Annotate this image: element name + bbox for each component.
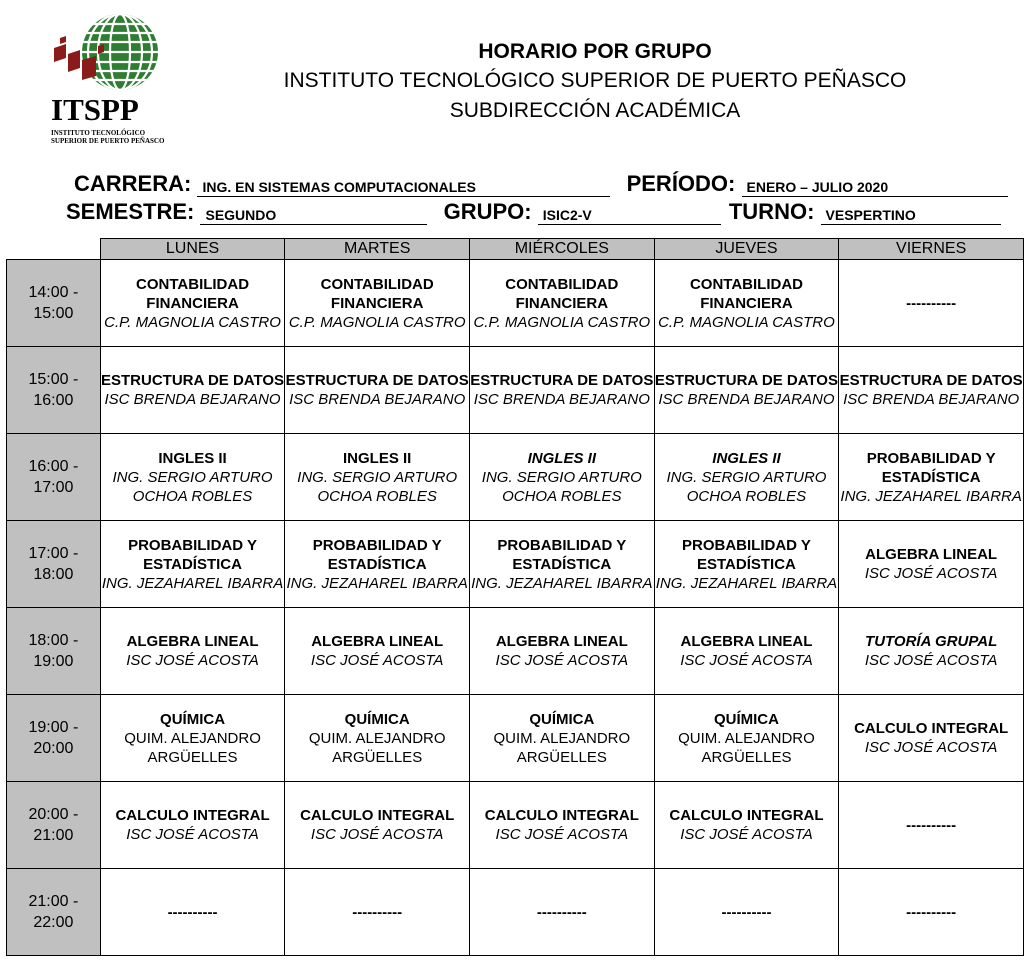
- teacher-name: ING. JEZAHAREL IBARRA: [840, 487, 1022, 505]
- teacher-name: QUIM. ALEJANDRO ARGÜELLES: [124, 729, 261, 766]
- class-cell: [839, 521, 1024, 608]
- day-header-3: JUEVES: [654, 239, 839, 260]
- class-cell: [839, 695, 1024, 782]
- class-cell: [100, 521, 285, 608]
- class-cell: [470, 260, 655, 347]
- subject-name: INGLES II: [527, 449, 596, 467]
- subject-name: ALGEBRA LINEAL: [680, 633, 813, 650]
- table-row: [7, 434, 1024, 521]
- teacher-name: ISC JOSÉ ACOSTA: [864, 739, 998, 756]
- subject-name: ALGEBRA LINEAL: [495, 633, 628, 650]
- teacher-name: ING. SERGIO ARTURO OCHOA ROBLES: [112, 468, 273, 505]
- time-end: 19:00: [33, 653, 74, 670]
- table-row: [7, 695, 1024, 782]
- time-start: 19:00 -: [28, 719, 79, 736]
- subject-name: PROBABILIDAD Y ESTADÍSTICA: [497, 536, 627, 573]
- turno-value: VESPERTINO: [821, 206, 1001, 225]
- subject-name: ALGEBRA LINEAL: [311, 633, 444, 650]
- subject-name: ESTRUCTURA DE DATOS: [470, 372, 654, 389]
- subject-name: ESTRUCTURA DE DATOS: [285, 372, 469, 389]
- class-cell: [839, 782, 1024, 869]
- empty-slot: ----------: [352, 903, 403, 921]
- subject-name: PROBABILIDAD Y ESTADÍSTICA: [128, 536, 257, 573]
- class-cell: [839, 260, 1024, 347]
- teacher-name: ISC JOSÉ ACOSTA: [310, 652, 444, 669]
- subject-name: CONTABILIDAD FINANCIERA: [320, 275, 434, 312]
- meta-row-2: [66, 199, 1001, 225]
- document-header: [180, 38, 1010, 126]
- semestre-value: SEGUNDO: [200, 206, 427, 225]
- time-slot: [7, 869, 101, 956]
- logo-acronym: ITSPP: [51, 92, 139, 127]
- class-cell: [470, 434, 655, 521]
- teacher-name: ISC JOSÉ ACOSTA: [864, 565, 998, 582]
- subject-name: CALCULO INTEGRAL: [115, 807, 270, 824]
- class-cell: [654, 434, 839, 521]
- teacher-name: ING. SERGIO ARTURO OCHOA ROBLES: [666, 468, 827, 505]
- day-header-2: MIÉRCOLES: [470, 239, 655, 260]
- carrera-value: ING. EN SISTEMAS COMPUTACIONALES: [197, 178, 610, 197]
- teacher-name: ISC JOSÉ ACOSTA: [680, 652, 813, 669]
- class-cell: [470, 695, 655, 782]
- time-slot: [7, 695, 101, 782]
- time-slot: [7, 260, 101, 347]
- class-cell: [285, 347, 470, 434]
- teacher-name: ISC JOSÉ ACOSTA: [495, 826, 629, 843]
- teacher-name: ISC BRENDA BEJARANO: [289, 391, 466, 408]
- subject-name: QUÍMICA: [160, 710, 226, 728]
- teacher-name: ING. JEZAHAREL IBARRA: [655, 574, 838, 592]
- time-start: 15:00 -: [28, 371, 79, 388]
- time-end: 17:00: [33, 479, 74, 496]
- teacher-name: ISC JOSÉ ACOSTA: [126, 826, 259, 843]
- department-name: SUBDIRECCIÓN ACADÉMICA: [449, 99, 741, 122]
- time-start: 18:00 -: [28, 632, 79, 649]
- time-slot: [7, 782, 101, 869]
- teacher-name: ISC BRENDA BEJARANO: [473, 391, 650, 408]
- class-cell: [100, 608, 285, 695]
- periodo-label: PERÍODO:: [626, 171, 736, 196]
- teacher-name: ISC JOSÉ ACOSTA: [680, 826, 813, 843]
- class-cell: [654, 869, 839, 956]
- empty-slot: ----------: [906, 816, 957, 834]
- class-cell: [470, 608, 655, 695]
- table-row: [7, 260, 1024, 347]
- time-end: 21:00: [33, 827, 74, 844]
- teacher-name: ISC JOSÉ ACOSTA: [126, 652, 259, 669]
- time-end: 16:00: [33, 392, 74, 409]
- class-cell: [100, 347, 285, 434]
- teacher-name: QUIM. ALEJANDRO ARGÜELLES: [308, 729, 446, 766]
- class-cell: [100, 434, 285, 521]
- subject-name: CONTABILIDAD FINANCIERA: [505, 275, 619, 312]
- time-slot: [7, 434, 101, 521]
- class-cell: [654, 521, 839, 608]
- time-start: 16:00 -: [28, 458, 79, 475]
- teacher-name: QUIM. ALEJANDRO ARGÜELLES: [493, 729, 631, 766]
- teacher-name: ISC BRENDA BEJARANO: [658, 391, 835, 408]
- semestre-label: SEMESTRE:: [66, 199, 195, 224]
- periodo-value: ENERO – JULIO 2020: [742, 178, 1008, 197]
- class-cell: [285, 869, 470, 956]
- teacher-name: ING. JEZAHAREL IBARRA: [286, 574, 468, 592]
- teacher-name: ISC JOSÉ ACOSTA: [495, 652, 629, 669]
- class-cell: [654, 782, 839, 869]
- time-slot: [7, 521, 101, 608]
- subject-name: PROBABILIDAD Y ESTADÍSTICA: [682, 536, 811, 573]
- time-slot: [7, 608, 101, 695]
- class-cell: [100, 869, 285, 956]
- class-cell: [839, 434, 1024, 521]
- teacher-name: ISC JOSÉ ACOSTA: [310, 826, 444, 843]
- carrera-label: CARRERA:: [74, 171, 192, 196]
- time-end: 18:00: [33, 566, 74, 583]
- grupo-value: ISIC2-V: [538, 206, 721, 225]
- class-cell: [285, 434, 470, 521]
- subject-name: PROBABILIDAD Y ESTADÍSTICA: [312, 536, 442, 573]
- class-cell: [839, 869, 1024, 956]
- time-end: 22:00: [33, 914, 74, 931]
- subject-name: QUÍMICA: [344, 710, 410, 728]
- subject-name: CALCULO INTEGRAL: [484, 807, 639, 824]
- class-cell: [285, 521, 470, 608]
- page-title: HORARIO POR GRUPO: [478, 40, 712, 63]
- subject-name: ESTRUCTURA DE DATOS: [839, 372, 1023, 389]
- class-cell: [654, 608, 839, 695]
- class-cell: [100, 695, 285, 782]
- class-cell: [100, 260, 285, 347]
- empty-slot: ----------: [167, 903, 218, 921]
- teacher-name: ISC JOSÉ ACOSTA: [864, 652, 998, 669]
- day-header-4: VIERNES: [839, 239, 1024, 260]
- grupo-label: GRUPO:: [443, 199, 532, 224]
- subject-name: CONTABILIDAD FINANCIERA: [689, 275, 803, 312]
- class-cell: [470, 521, 655, 608]
- teacher-name: ING. SERGIO ARTURO OCHOA ROBLES: [481, 468, 642, 505]
- subject-name: ESTRUCTURA DE DATOS: [101, 372, 285, 389]
- class-cell: [285, 782, 470, 869]
- class-cell: [654, 260, 839, 347]
- subject-name: INGLES II: [343, 449, 412, 467]
- teacher-name: ING. JEZAHAREL IBARRA: [471, 574, 653, 592]
- time-start: 14:00 -: [28, 284, 79, 301]
- institution-name: INSTITUTO TECNOLÓGICO SUPERIOR DE PUERTO PEÑASCO: [283, 69, 907, 92]
- subject-name: CONTABILIDAD FINANCIERA: [136, 275, 250, 312]
- subject-name: INGLES II: [712, 449, 781, 467]
- empty-slot: ----------: [536, 903, 587, 921]
- table-row: [7, 521, 1024, 608]
- globe-logo-icon: [40, 10, 170, 100]
- corner-cell: [7, 239, 101, 260]
- time-end: 15:00: [33, 305, 74, 322]
- time-slot: [7, 347, 101, 434]
- table-row: [7, 869, 1024, 956]
- subject-name: PROBABILIDAD Y ESTADÍSTICA: [866, 449, 996, 486]
- subject-name: CALCULO INTEGRAL: [300, 807, 455, 824]
- empty-slot: ----------: [721, 903, 772, 921]
- subject-name: INGLES II: [158, 449, 227, 467]
- time-start: 21:00 -: [28, 893, 79, 910]
- time-end: 20:00: [33, 740, 74, 757]
- time-start: 17:00 -: [28, 545, 79, 562]
- subject-name: ALGEBRA LINEAL: [865, 546, 998, 563]
- teacher-name: ISC BRENDA BEJARANO: [843, 391, 1020, 408]
- class-cell: [470, 869, 655, 956]
- schedule-header-row: [7, 239, 1024, 260]
- turno-label: TURNO:: [728, 199, 815, 224]
- subject-name: CALCULO INTEGRAL: [854, 720, 1009, 737]
- teacher-name: ING. JEZAHAREL IBARRA: [101, 574, 284, 592]
- class-cell: [470, 347, 655, 434]
- day-header-0: LUNES: [100, 239, 285, 260]
- teacher-name: ISC BRENDA BEJARANO: [104, 391, 281, 408]
- subject-name: QUÍMICA: [713, 710, 779, 728]
- subject-name: TUTORÍA GRUPAL: [865, 633, 998, 650]
- table-row: [7, 782, 1024, 869]
- teacher-name: ING. SERGIO ARTURO OCHOA ROBLES: [297, 468, 458, 505]
- teacher-name: C.P. MAGNOLIA CASTRO: [473, 313, 651, 331]
- subject-name: CALCULO INTEGRAL: [669, 807, 824, 824]
- schedule-table: [6, 238, 1024, 956]
- teacher-name: C.P. MAGNOLIA CASTRO: [104, 313, 281, 331]
- institution-logo: [40, 10, 170, 150]
- table-row: [7, 347, 1024, 434]
- class-cell: [839, 608, 1024, 695]
- subject-name: ESTRUCTURA DE DATOS: [654, 372, 838, 389]
- day-header-1: MARTES: [285, 239, 470, 260]
- subject-name: ALGEBRA LINEAL: [126, 633, 259, 650]
- subject-name: QUÍMICA: [529, 710, 595, 728]
- empty-slot: ----------: [906, 903, 957, 921]
- class-cell: [100, 782, 285, 869]
- meta-row-1: [74, 171, 1008, 197]
- time-start: 20:00 -: [28, 806, 79, 823]
- class-cell: [470, 782, 655, 869]
- teacher-name: C.P. MAGNOLIA CASTRO: [288, 313, 466, 331]
- class-cell: [654, 347, 839, 434]
- class-cell: [839, 347, 1024, 434]
- empty-slot: ----------: [906, 294, 957, 312]
- class-cell: [285, 260, 470, 347]
- class-cell: [285, 695, 470, 782]
- class-cell: [285, 608, 470, 695]
- logo-subtitle: INSTITUTO TECNOLÓGICO SUPERIOR DE PUERTO PEÑASCO: [51, 129, 165, 145]
- teacher-name: C.P. MAGNOLIA CASTRO: [658, 313, 835, 331]
- teacher-name: QUIM. ALEJANDRO ARGÜELLES: [678, 729, 815, 766]
- table-row: [7, 608, 1024, 695]
- class-cell: [654, 695, 839, 782]
